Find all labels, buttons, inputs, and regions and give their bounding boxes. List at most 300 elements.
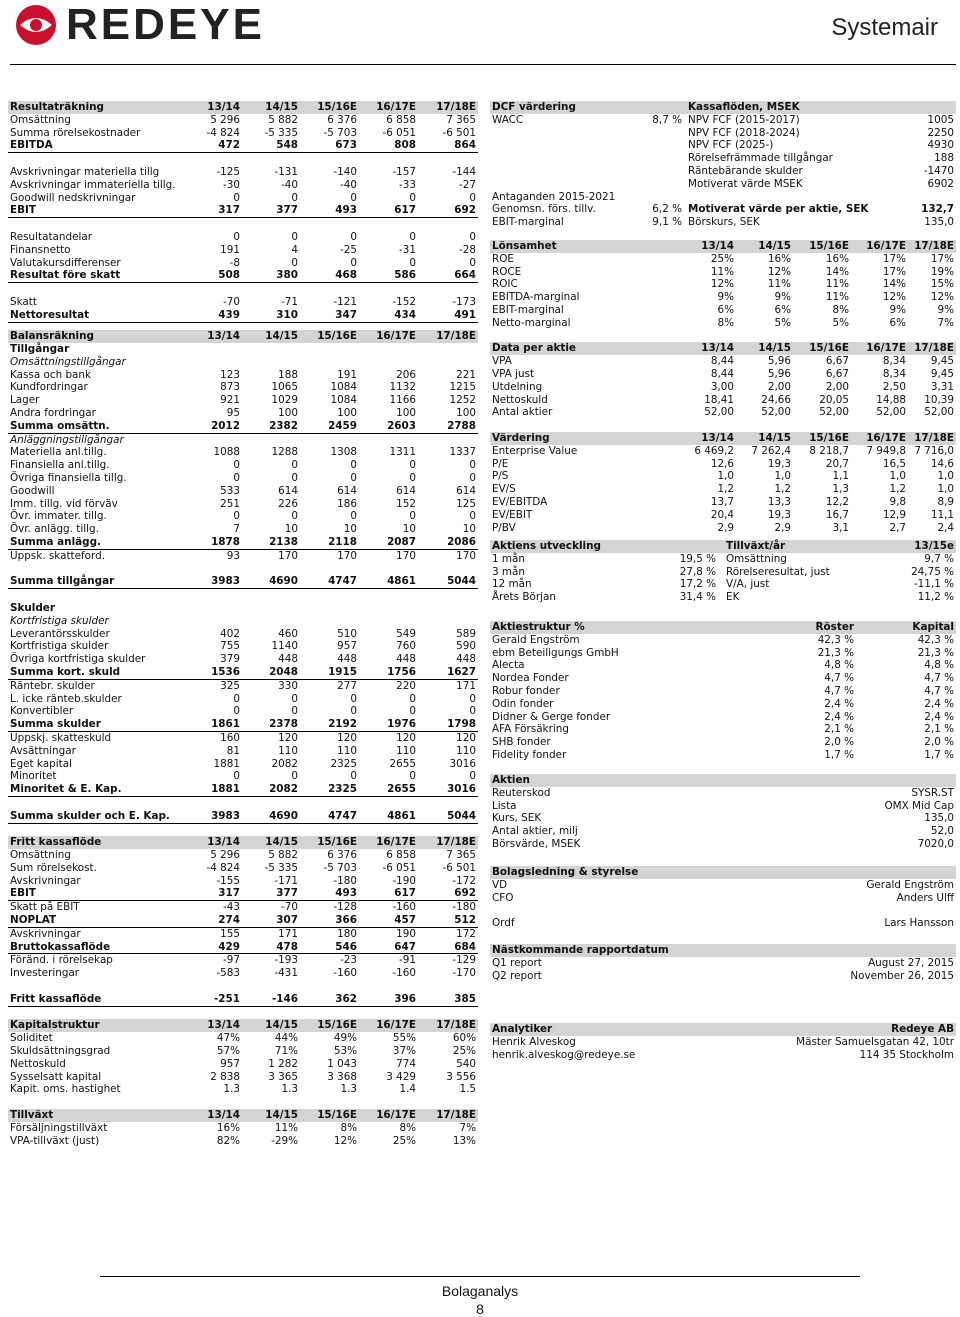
dcf-label: EBIT-marginal	[492, 216, 564, 227]
row-value: 14,88	[876, 393, 906, 406]
row-value: -180	[452, 901, 476, 914]
row-value: 3983	[211, 809, 240, 822]
row-value: 7	[233, 523, 240, 536]
row-value: 8%	[717, 316, 734, 329]
row-value: 0	[409, 471, 416, 484]
row-value: 49%	[333, 1032, 357, 1045]
dcf-value: 6902	[927, 177, 954, 190]
row-value: 14/15	[265, 330, 298, 343]
row-value: 11%	[767, 278, 791, 291]
row-value: 6%	[717, 303, 734, 316]
row-label: ROIC	[492, 278, 518, 291]
row-value: 1084	[330, 381, 357, 394]
row-value: 510	[337, 627, 357, 640]
table-row	[8, 954, 478, 967]
row-value: 120	[396, 731, 416, 744]
row-value: 1,0	[937, 483, 954, 496]
row-value: 13/14	[701, 431, 734, 444]
row-value: -40	[340, 178, 357, 191]
row-value: 15/16E	[317, 1019, 357, 1032]
row-value: -23	[340, 954, 357, 967]
row-value: 12%	[882, 291, 906, 304]
row-value: 2,9	[774, 521, 791, 534]
row-value: -6 051	[382, 126, 416, 139]
row-value: 15%	[930, 278, 954, 291]
row-value: 0	[469, 459, 476, 472]
row-value: 60%	[452, 1032, 476, 1045]
table-row	[490, 685, 956, 698]
table-row	[8, 204, 478, 218]
row-value: 4,8 %	[924, 659, 954, 672]
row-value: 274	[218, 914, 240, 927]
row-value: 9,45	[930, 355, 954, 368]
table-row	[490, 483, 956, 496]
row-label: Finansiella anl.tillg.	[10, 459, 110, 472]
row-value: -6 501	[442, 126, 476, 139]
row-value: 14/15	[758, 240, 791, 252]
table-row	[8, 231, 478, 244]
row-value: 1311	[389, 446, 416, 459]
row-value: 549	[396, 627, 416, 640]
row-label: EBIT-marginal	[492, 303, 564, 316]
row-value: 692	[454, 204, 476, 217]
row-value: 95	[226, 407, 240, 419]
table-row	[8, 498, 478, 511]
row-label: henrik.alveskog@redeye.se	[492, 1048, 636, 1061]
row-value: 647	[394, 940, 416, 953]
row-value: 4747	[328, 809, 357, 822]
table-header-row	[8, 101, 478, 114]
row-value: 3,31	[930, 380, 954, 393]
row-value: -4 824	[206, 126, 240, 139]
row-value: 8%	[340, 1121, 357, 1134]
management-table	[490, 866, 956, 930]
row-value: 1536	[211, 665, 240, 678]
key-ratios-tables	[490, 240, 956, 534]
row-value: 8%	[832, 303, 849, 316]
header-rule	[10, 64, 956, 65]
table-row	[8, 536, 478, 550]
table-row	[8, 653, 478, 666]
row-value: 15/16E	[809, 431, 849, 444]
row-label: VD	[492, 878, 508, 891]
row-value: 508	[218, 269, 240, 282]
row-value: 13/14	[207, 330, 240, 343]
row-value: 864	[454, 139, 476, 152]
dcf-label: Räntebärande skulder	[688, 164, 803, 177]
row-value: 402	[220, 627, 240, 640]
row-value: 2,0 %	[924, 736, 954, 749]
table-row	[8, 434, 478, 447]
row-value: 493	[335, 204, 357, 217]
row-value: 2,4	[937, 521, 954, 534]
row-value: 135,0	[924, 812, 954, 825]
row-value: 14/15	[265, 836, 298, 849]
row-value: 6 376	[327, 849, 357, 862]
table-row	[490, 253, 956, 266]
row-label: Försäljningstillväxt	[10, 1121, 108, 1134]
dcf-row	[490, 152, 956, 165]
table-row	[490, 838, 956, 851]
row-value: 4690	[269, 809, 298, 822]
row-value: SYSR.ST	[911, 786, 954, 799]
row-value: 172	[456, 927, 476, 940]
row-value: 110	[278, 744, 298, 757]
brand-name: REDEYE	[66, 0, 265, 49]
ownership-table	[490, 621, 956, 762]
row-value: 6,67	[825, 355, 849, 368]
row-label: Summa tillgångar	[10, 575, 115, 588]
row-value: 188	[278, 368, 298, 381]
row-value: 586	[394, 269, 416, 282]
row-value: 0	[291, 191, 298, 204]
row-value: 6 376	[327, 113, 357, 126]
row-value: 17%	[882, 265, 906, 278]
row-label: EV/EBIT	[492, 508, 533, 521]
row-value: 2087	[387, 535, 416, 548]
row-value: 0	[233, 230, 240, 243]
table-row	[490, 621, 956, 634]
row-label: VPA	[492, 355, 512, 368]
table-row	[8, 407, 478, 420]
row-value: 2382	[269, 419, 298, 432]
share-development-table	[490, 540, 956, 604]
row-label: Reuterskod	[492, 786, 551, 799]
row-value: 13,3	[767, 495, 791, 508]
table-row	[490, 381, 956, 394]
row-value: 17%	[882, 252, 906, 265]
row-value: OMX Mid Cap	[884, 799, 954, 812]
dcf-label: Motiverat värde per aktie, SEK	[688, 203, 869, 216]
row-value: 0	[291, 692, 298, 705]
table-row	[490, 634, 956, 647]
row-value: 21,3 %	[917, 646, 954, 659]
row-value: 5%	[832, 316, 849, 329]
row-label: 3 mån	[492, 565, 525, 578]
row-value: 2048	[269, 665, 298, 678]
row-value: 307	[276, 914, 298, 927]
row-value: 170	[456, 549, 476, 562]
row-value: 2325	[330, 757, 357, 770]
row-value: 347	[335, 308, 357, 321]
row-value: 1,0	[889, 470, 906, 483]
row-value: 125	[456, 497, 476, 510]
row-value: 16/17E	[866, 240, 906, 252]
row-value: 0	[350, 230, 357, 243]
row-label: Bruttokassaflöde	[10, 940, 111, 953]
row-value: 17/18E	[436, 330, 476, 343]
row-label: CFO	[492, 891, 514, 904]
row-label: Andra fordringar	[10, 407, 96, 419]
table-row	[490, 711, 956, 724]
row-value: 1288	[271, 446, 298, 459]
row-value: 17/18E	[914, 240, 954, 252]
table-row	[490, 917, 956, 930]
row-value: -8	[229, 256, 240, 269]
row-value: 4,7 %	[924, 672, 954, 685]
row-label: Föränd. i rörelsekap	[10, 954, 113, 967]
row-value: 0	[233, 510, 240, 523]
row-value: 15/16E	[809, 342, 849, 355]
row-label: 12 mån	[492, 578, 532, 591]
row-value: 380	[276, 269, 298, 282]
row-label: Summa kort. skuld	[10, 665, 121, 678]
row-value: 1132	[389, 381, 416, 394]
row-value: 2,50	[882, 380, 906, 393]
row-label: P/BV	[492, 521, 516, 534]
row-value: -180	[333, 874, 357, 887]
row-value: 0	[350, 459, 357, 472]
row-value: -40	[281, 178, 298, 191]
table-row	[490, 879, 956, 892]
row-value: 2 838	[210, 1070, 240, 1083]
row-value: 325	[220, 679, 240, 692]
row-label: Nettoskuld	[10, 1057, 66, 1070]
row-value: 42,3 %	[817, 633, 854, 646]
row-value: 0	[291, 705, 298, 718]
table-row	[8, 770, 478, 783]
row-label: Summa rörelsekostnader	[10, 126, 141, 139]
table-header-row	[8, 836, 478, 849]
table-row	[8, 575, 478, 589]
row-value: 14,6	[930, 457, 954, 470]
row-value: 760	[396, 640, 416, 653]
row-value: 1029	[271, 394, 298, 407]
row-value: Lars Hansson	[884, 917, 954, 930]
table-row	[8, 783, 478, 797]
row-value: 7 365	[446, 113, 476, 126]
row-label: Nettoskuld	[492, 393, 548, 406]
row-value: 385	[454, 992, 476, 1005]
row-label: Enterprise Value	[492, 444, 578, 457]
row-value: -160	[392, 901, 416, 914]
dcf-label: Antaganden 2015-2021	[492, 190, 616, 203]
row-value: -171	[274, 874, 298, 887]
row-value: 12%	[767, 265, 791, 278]
row-value: 330	[278, 679, 298, 692]
row-value: 1166	[389, 394, 416, 407]
row-value: -431	[274, 967, 298, 980]
row-value: 221	[456, 368, 476, 381]
row-value: 8,44	[710, 355, 734, 368]
row-value: 0	[409, 770, 416, 783]
row-value: 13/14	[207, 101, 240, 113]
row-label: Anläggningstillgångar	[10, 433, 124, 446]
table-row	[490, 866, 956, 879]
row-value: -33	[399, 178, 416, 191]
row-value: 7 365	[446, 849, 476, 862]
row-label: Avskrivningar materiella tillg	[10, 165, 160, 178]
row-label: Leverantörsskulder	[10, 627, 110, 640]
row-value: -70	[281, 901, 298, 914]
row-value: -11,1 %	[913, 578, 954, 591]
row-value: -71	[281, 295, 298, 308]
row-value: 20,4	[710, 508, 734, 521]
row-value: 2,9	[717, 521, 734, 534]
table-row	[490, 355, 956, 368]
row-value: 52,00	[819, 406, 849, 419]
row-label: Finansnetto	[10, 243, 71, 256]
row-label: EK	[726, 591, 740, 604]
row-value: 2655	[389, 757, 416, 770]
row-value: 12,2	[825, 495, 849, 508]
redeye-logo	[14, 2, 265, 48]
row-label: Skuldsättningsgrad	[10, 1045, 111, 1058]
table-row	[8, 914, 478, 928]
row-label: Utdelning	[492, 380, 543, 393]
row-value: 277	[337, 679, 357, 692]
row-value: 5,96	[767, 355, 791, 368]
row-label: ROE	[492, 252, 514, 265]
table-header-row	[490, 432, 956, 445]
row-label: Resultatandelar	[10, 230, 93, 243]
table-row	[8, 446, 478, 459]
row-value: 2,0 %	[824, 736, 854, 749]
row-value: 5 296	[210, 113, 240, 126]
row-value: 491	[454, 308, 476, 321]
row-value: 774	[396, 1057, 416, 1070]
row-value: 3 368	[327, 1070, 357, 1083]
table-row	[8, 244, 478, 257]
row-value: 873	[220, 381, 240, 394]
row-value: -31	[399, 243, 416, 256]
row-label: Kassa och bank	[10, 368, 92, 381]
row-value: 0	[350, 705, 357, 718]
dcf-label: NPV FCF (2015-2017)	[688, 113, 800, 126]
row-value: 1,2	[717, 483, 734, 496]
row-value: 310	[276, 308, 298, 321]
table-row	[490, 904, 956, 917]
row-value: Gerald Engström	[866, 878, 954, 891]
row-value: 614	[456, 484, 476, 497]
row-value: 0	[350, 256, 357, 269]
table-row	[490, 1036, 956, 1049]
row-label: Avsättningar	[10, 744, 76, 757]
table-row	[8, 615, 478, 628]
row-value: 110	[396, 744, 416, 757]
row-value: 590	[456, 640, 476, 653]
footer-rule	[100, 1276, 860, 1277]
row-label: Ordf	[492, 917, 515, 930]
table-row	[490, 749, 956, 762]
row-value: 1252	[449, 394, 476, 407]
row-label: Värdering	[492, 431, 550, 444]
row-value: 460	[278, 627, 298, 640]
table-row	[490, 470, 956, 483]
table-row	[8, 472, 478, 485]
row-label: Kurs, SEK	[492, 812, 542, 825]
row-label: Omsättningstillgångar	[10, 355, 126, 368]
row-value: 15/16E	[317, 836, 357, 849]
dcf-value: -1470	[923, 164, 954, 177]
row-value: 317	[218, 204, 240, 217]
table-row	[8, 1032, 478, 1045]
row-value: 0	[233, 705, 240, 718]
table-row	[490, 800, 956, 813]
row-label: Fidelity fonder	[492, 748, 567, 761]
table-row	[490, 553, 956, 566]
row-label: Fritt kassaflöde	[10, 992, 102, 1005]
table-header-row	[8, 330, 478, 343]
row-value: Redeye AB	[891, 1023, 954, 1035]
row-value: 220	[396, 679, 416, 692]
report-dates-table	[490, 944, 956, 982]
row-value: 5,96	[767, 367, 791, 380]
row-value: 10	[343, 523, 357, 536]
table-row	[490, 736, 956, 749]
row-value: 110	[456, 744, 476, 757]
row-label: Antal aktier	[492, 406, 553, 419]
row-value: 1.3	[281, 1083, 298, 1096]
row-value: -172	[452, 874, 476, 887]
table-row	[490, 774, 956, 787]
row-label: EBITDA-marginal	[492, 291, 580, 304]
row-value: 52,00	[924, 406, 954, 419]
table-row	[8, 666, 478, 680]
row-value: 0	[409, 256, 416, 269]
row-label: Lager	[10, 394, 40, 407]
row-value: 614	[396, 484, 416, 497]
table-row	[490, 291, 956, 304]
row-value: 3983	[211, 575, 240, 588]
table-row	[8, 114, 478, 127]
row-label: Henrik Alveskog	[492, 1035, 576, 1048]
row-label: Övriga kortfristiga skulder	[10, 653, 146, 666]
row-value: -155	[216, 874, 240, 887]
row-value: -43	[223, 901, 240, 914]
table-row	[8, 127, 478, 140]
row-value: 16/17E	[866, 342, 906, 355]
row-value: 8 218,7	[809, 444, 849, 457]
row-value: 13/14	[207, 836, 240, 849]
row-value: 957	[220, 1057, 240, 1070]
row-label: Kundfordringar	[10, 381, 88, 394]
row-value: 9,8	[889, 495, 906, 508]
table-row	[8, 1083, 478, 1096]
table-row	[8, 1045, 478, 1058]
row-value: 11%	[710, 265, 734, 278]
page-number: 8	[476, 1301, 484, 1317]
row-value: 0	[469, 510, 476, 523]
row-value: 3,00	[710, 380, 734, 393]
row-value: 7 262,4	[751, 444, 791, 457]
row-value: 47%	[216, 1032, 240, 1045]
row-value: 673	[335, 139, 357, 152]
table-row	[8, 967, 478, 980]
row-value: 15/16E	[317, 1109, 357, 1122]
row-value: 123	[220, 368, 240, 381]
row-value: 8,9	[937, 495, 954, 508]
row-value: 0	[350, 510, 357, 523]
dcf-label: Börskurs, SEK	[688, 216, 760, 227]
row-value: -28	[459, 243, 476, 256]
table-row	[490, 1049, 956, 1062]
row-value: 8%	[399, 1121, 416, 1134]
row-value: -5 703	[323, 861, 357, 874]
row-value: 9%	[889, 303, 906, 316]
dcf-row	[490, 203, 956, 216]
row-value: 0	[350, 770, 357, 783]
table-row	[8, 257, 478, 270]
row-value: -160	[392, 967, 416, 980]
table-row	[490, 698, 956, 711]
row-value: 52,00	[876, 406, 906, 419]
row-value: 0	[409, 459, 416, 472]
row-value: 5 882	[268, 113, 298, 126]
row-value: 2459	[328, 419, 357, 432]
table-row	[8, 941, 478, 955]
row-label: Soliditet	[10, 1032, 53, 1045]
